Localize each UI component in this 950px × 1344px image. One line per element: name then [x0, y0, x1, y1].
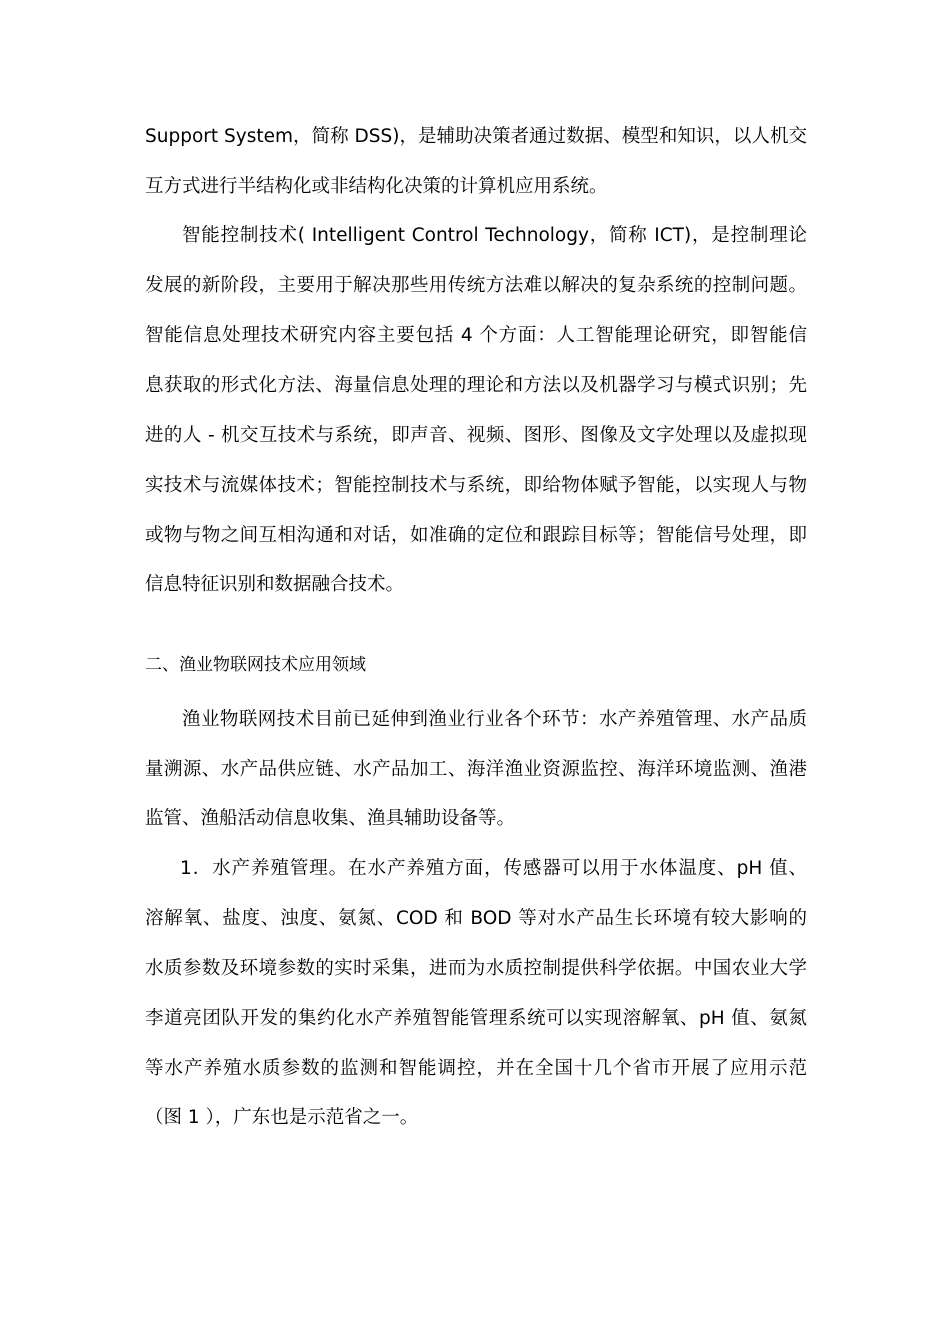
ict-line-6: 实技术与流媒体技术；智能控制技术与系统，即给物体赋予智能，以实现人与物	[145, 475, 807, 496]
dss-line-1: Support System，简称 DSS)，是辅助决策者通过数据、模型和知识，以人机交	[145, 126, 807, 147]
fishery-line-3: 监管、渔船活动信息收集、渔具辅助设备等。	[145, 808, 516, 829]
ict-line-1: 智能控制技术( Intelligent Control Technology，简称 ICT)，是控制理论	[182, 225, 807, 246]
ict-line-7: 或物与物之间互相沟通和对话，如准确的定位和跟踪目标等；智能信号处理，即	[145, 525, 807, 546]
ict-line-4: 息获取的形式化方法、海量信息处理的理论和方法以及机器学习与模式识别；先	[145, 375, 807, 396]
aquaculture-line-1: 1．水产养殖管理。在水产养殖方面，传感器可以用于水体温度、pH 值、	[180, 858, 807, 879]
aquaculture-line-2: 溶解氧、盐度、浊度、氨氮、COD 和 BOD 等对水产品生长环境有较大影响的	[145, 908, 807, 929]
dss-line-2: 互方式进行半结构化或非结构化决策的计算机应用系统。	[145, 176, 608, 197]
aquaculture-line-5: 等水产养殖水质参数的监测和智能调控，并在全国十几个省市开展了应用示范	[145, 1058, 807, 1079]
fishery-line-1: 渔业物联网技术目前已延伸到渔业行业各个环节：水产养殖管理、水产品质	[182, 709, 807, 730]
ict-line-8: 信息特征识别和数据融合技术。	[145, 574, 405, 595]
aquaculture-line-6: （图 1 ），广东也是示范省之一。	[145, 1107, 419, 1128]
ict-line-5: 进的人 - 机交互技术与系统，即声音、视频、图形、图像及文字处理以及虚拟现	[145, 425, 807, 446]
fishery-line-2: 量溯源、水产品供应链、水产品加工、海洋渔业资源监控、海洋环境监测、渔港	[145, 759, 807, 780]
section-heading: 二、渔业物联网技术应用领域	[145, 655, 366, 675]
ict-line-3: 智能信息处理技术研究内容主要包括 4 个方面：人工智能理论研究，即智能信	[145, 325, 807, 346]
aquaculture-line-4: 李道亮团队开发的集约化水产养殖智能管理系统可以实现溶解氧、pH 值、氨氮	[145, 1008, 807, 1029]
ict-line-2: 发展的新阶段，主要用于解决那些用传统方法难以解决的复杂系统的控制问题。	[145, 275, 807, 296]
aquaculture-line-3: 水质参数及环境参数的实时采集，进而为水质控制提供科学依据。中国农业大学	[145, 958, 807, 979]
